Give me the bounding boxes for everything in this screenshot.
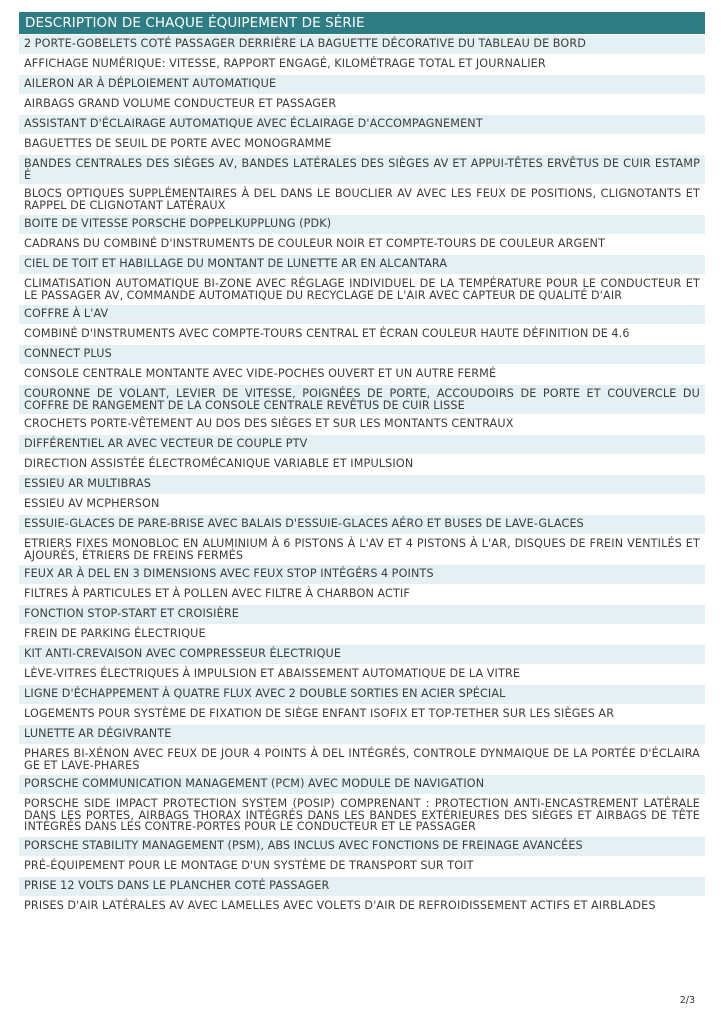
equipment-item: LIGNE D'ÉCHAPPEMENT À QUATRE FLUX AVEC 2 DOUBLE SORTIES EN ACIER SPÉCIAL (19, 685, 705, 704)
equipment-item: DIRECTION ASSISTÉE ÉLECTROMÉCANIQUE VARIABLE ET IMPULSION (24, 457, 414, 470)
equipment-item: BAGUETTES DE SEUIL DE PORTE AVEC MONOGRAMME (24, 137, 332, 150)
equipment-item: PORSCHE STABILITY MANAGEMENT (PSM), ABS INCLUS AVEC FONCTIONS DE FREINAGE AVANCÉES (19, 837, 705, 856)
page-number: 2/3 (679, 995, 695, 1006)
equipment-item: FILTRES À PARTICULES ET À POLLEN AVEC FILTRE À CHARBON ACTIF (24, 587, 410, 600)
equipment-item: COURONNE DE VOLANT, LEVIER DE VITESSE, POIGNÉES DE PORTE, ACCOUDOIRS DE PORTE ET COUVERCLE DU COFFRE DE RANGEMENT DE LA CONSOLE CENTRALE REVÊTUS DE CUIR LISSE (19, 385, 705, 414)
equipment-item: COMBINÉ D'INSTRUMENTS AVEC COMPTE-TOURS CENTRAL ET ÉCRAN COULEUR HAUTE DÉFINITION DE 4.6 (24, 327, 630, 340)
equipment-item: PORSCHE SIDE IMPACT PROTECTION SYSTEM (POSIP) COMPRENANT : PROTECTION ANTI-ENCASTREMENT LATÉRALE DANS LES PORTES, AIRBAGS THORAX INTÉGRÉS DANS LES BANDES EXTÉRIEURES DES SIÈGES ET AIRBAGS DE TÊTE INTÉGRÉS DANS LES CONTRE-PORTES POUR LE CONDUCTEUR ET LE PASSAGER (24, 797, 700, 833)
equipment-item: CONSOLE CENTRALE MONTANTE AVEC VIDE-POCHES OUVERT ET UN AUTRE FERMÉ (24, 367, 497, 380)
equipment-item: CADRANS DU COMBINÉ D'INSTRUMENTS DE COULEUR NOIR ET COMPTE-TOURS DE COULEUR ARGENT (24, 237, 606, 250)
equipment-item: DIFFÉRENTIEL AR AVEC VECTEUR DE COUPLE PTV (19, 435, 705, 454)
equipment-item: AIRBAGS GRAND VOLUME CONDUCTEUR ET PASSAGER (24, 97, 337, 110)
equipment-item: PRÉ-ÉQUIPEMENT POUR LE MONTAGE D'UN SYSTÈME DE TRANSPORT SUR TOIT (24, 858, 474, 872)
equipment-item: PRISES D'AIR LATÉRALES AV AVEC LAMELLES AVEC VOLETS D'AIR DE REFROIDISSEMENT ACTIFS ET AIRBLADES (24, 898, 656, 912)
equipment-item: BLOCS OPTIQUES SUPPLÉMENTAIRES À DEL DANS LE BOUCLIER AV AVEC LES FEUX DE POSITIONS, CLIGNOTANTS ET RAPPEL DE CLIGNOTANT LATÉRAUX (24, 187, 700, 212)
equipment-item: ESSIEU AR MULTIBRAS (19, 475, 705, 494)
equipment-item: LOGEMENTS POUR SYSTÈME DE FIXATION DE SIÈGE ENFANT ISOFIX ET TOP-TETHER SUR LES SIÈGES AR (24, 707, 615, 720)
equipment-item: BANDES CENTRALES DES SIÈGES AV, BANDES LATÉRALES DES SIÈGES AV ET APPUI-TÊTES ERVÊTUS DE CUIR ESTAMP É (19, 155, 705, 184)
equipment-item: ESSUIE-GLACES DE PARE-BRISE AVEC BALAIS D'ESSUIE-GLACES AÉRO ET BUSES DE LAVE-GLACES (19, 515, 705, 534)
section-title: DESCRIPTION DE CHAQUE ÉQUIPEMENT DE SÉRIE (19, 12, 705, 34)
equipment-item: FEUX AR À DEL EN 3 DIMENSIONS AVEC FEUX STOP INTÉGÉRS 4 POINTS (19, 565, 705, 584)
equipment-item: FREIN DE PARKING ÉLECTRIQUE (24, 627, 206, 640)
equipment-item: KIT ANTI-CREVAISON AVEC COMPRESSEUR ÉLECTRIQUE (19, 645, 705, 664)
equipment-item: COFFRE À L'AV (19, 305, 705, 324)
equipment-item: LUNETTE AR DÉGIVRANTE (19, 725, 705, 744)
equipment-item: ESSIEU AV MCPHERSON (24, 497, 160, 510)
equipment-list (19, 35, 705, 916)
equipment-item: BOITE DE VITESSE PORSCHE DOPPELKUPPLUNG (PDK) (19, 215, 705, 234)
equipment-item: LÈVE-VITRES ÉLECTRIQUES À IMPULSION ET ABAISSEMENT AUTOMATIQUE DE LA VITRE (24, 667, 521, 680)
equipment-item: AILERON AR À DÉPLOIEMENT AUTOMATIQUE (19, 75, 705, 94)
equipment-item: CIEL DE TOIT ET HABILLAGE DU MONTANT DE LUNETTE AR EN ALCANTARA (19, 255, 705, 274)
equipment-item: ETRIERS FIXES MONOBLOC EN ALUMINIUM À 6 PISTONS À L'AV ET 4 PISTONS À L'AR, DISQUES DE FREIN VENTILÉS ET AJOURÉS, ÉTRIERS DE FREINS FERMÉS (24, 537, 700, 562)
equipment-section (19, 12, 705, 917)
equipment-item: AFFICHAGE NUMÉRIQUE: VITESSE, RAPPORT ENGAGÉ, KILOMÉTRAGE TOTAL ET JOURNALIER (24, 57, 546, 70)
equipment-item: CLIMATISATION AUTOMATIQUE BI-ZONE AVEC RÉGLAGE INDIVIDUEL DE LA TEMPÉRATURE POUR LE CONDUCTEUR ET LE PASSAGER AV, COMMANDE AUTOMATIQUE DU RECYCLAGE DE L'AIR AVEC CAPTEUR DE QUALITÉ D'AIR (24, 277, 700, 302)
equipment-item: 2 PORTE-GOBELETS COTÉ PASSAGER DERRIÈRE LA BAGUETTE DÉCORATIVE DU TABLEAU DE BORD (19, 35, 705, 54)
equipment-item: ASSISTANT D'ÉCLAIRAGE AUTOMATIQUE AVEC ÉCLAIRAGE D'ACCOMPAGNEMENT (19, 115, 705, 134)
equipment-item: PHARES BI-XÉNON AVEC FEUX DE JOUR 4 POINTS À DEL INTÉGRÉS, CONTROLE DYNMAIQUE DE LA PORTÉE D'ÉCLAIRA GE ET LAVE-PHARES (24, 747, 700, 772)
equipment-item: CONNECT PLUS (19, 345, 705, 364)
equipment-item: CROCHETS PORTE-VÊTEMENT AU DOS DES SIÈGES ET SUR LES MONTANTS CENTRAUX (24, 417, 514, 430)
equipment-item: PORSCHE COMMUNICATION MANAGEMENT (PCM) AVEC MODULE DE NAVIGATION (19, 775, 705, 794)
equipment-item: FONCTION STOP-START ET CROISIÈRE (19, 605, 705, 624)
equipment-item: PRISE 12 VOLTS DANS LE PLANCHER COTÉ PASSAGER (19, 877, 705, 896)
